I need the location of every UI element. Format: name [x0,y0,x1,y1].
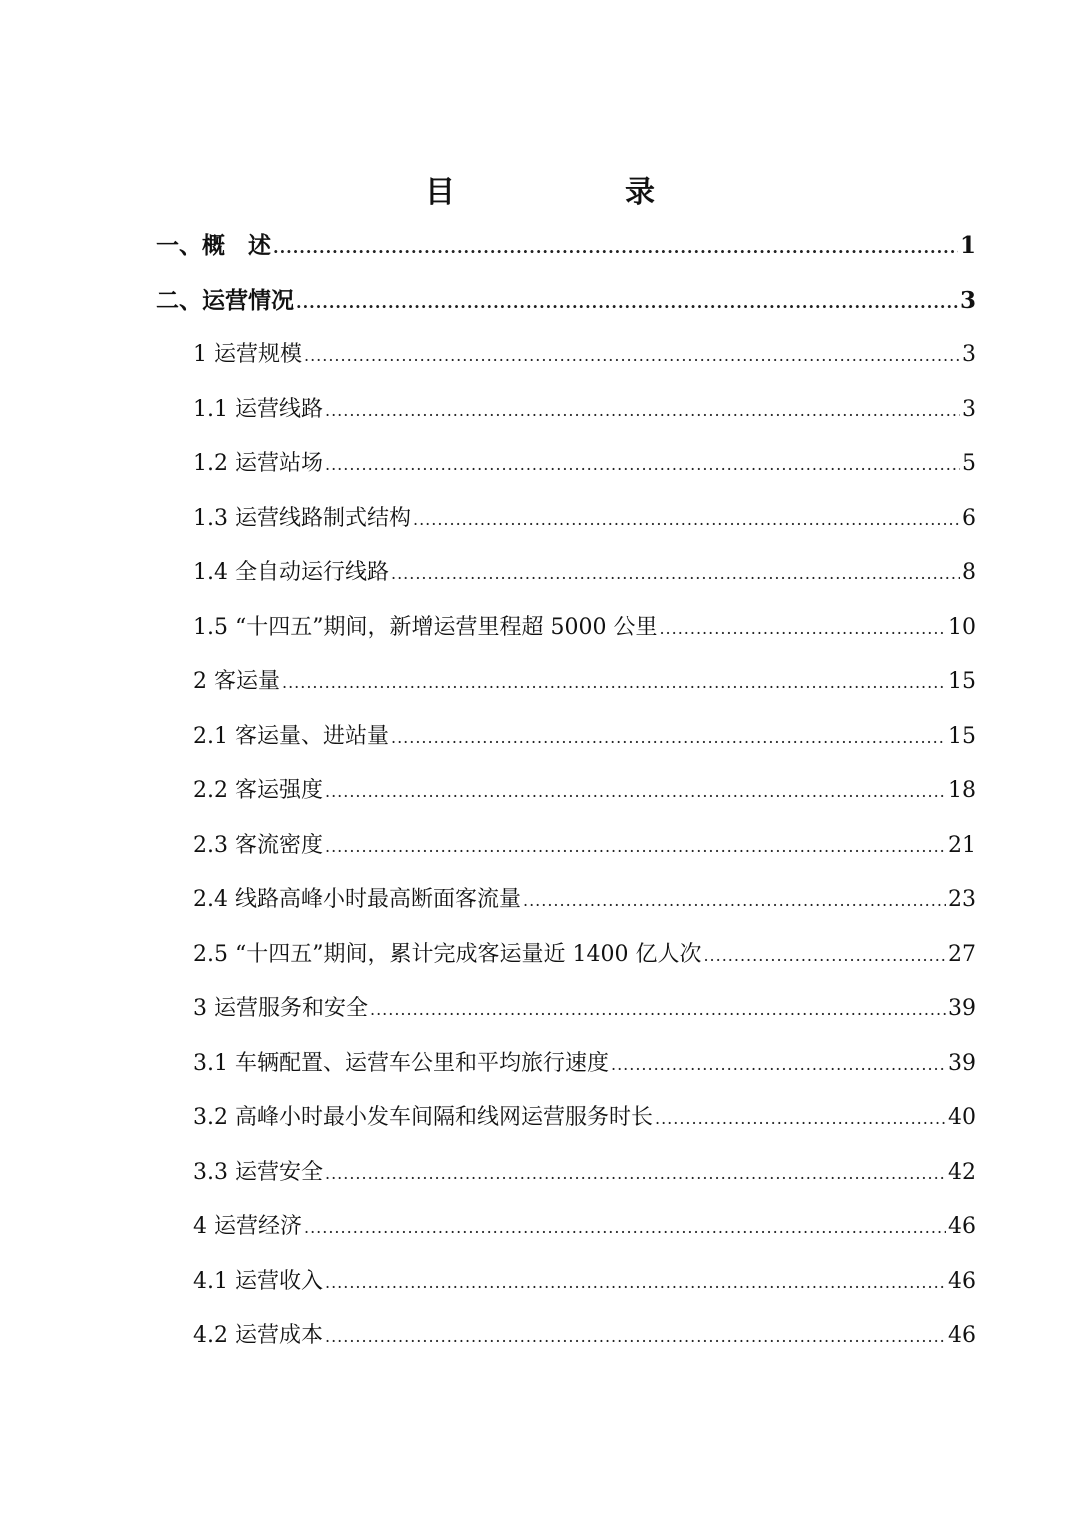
toc-leader-dots [655,1099,946,1138]
toc-entry[interactable] [193,1098,976,1138]
toc-entry-label: 3.3 运营安全 [193,1160,323,1185]
toc-leader-dots [391,718,946,757]
toc-entry-page: 39 [948,996,976,1021]
toc-entry-page: 8 [962,560,976,585]
toc-entry-label: 1 运营规模 [193,342,302,367]
toc-entry-label: 2 客运量 [193,669,280,694]
toc-entry-label: 一、概 述 [156,232,271,259]
toc-entry-label: 2.4 线路高峰小时最高断面客流量 [193,887,521,912]
toc-entry-page: 40 [948,1105,976,1130]
toc-entry[interactable] [193,662,976,702]
toc-entry-label: 1.4 全自动运行线路 [193,560,389,585]
toc-leader-dots [273,228,958,266]
toc-entry[interactable] [156,281,976,321]
toc-entry[interactable] [193,1153,976,1193]
toc-entry-page: 5 [962,451,976,476]
toc-entry-label: 1.5 “十四五”期间，新增运营里程超 5000 公里 [193,615,658,640]
toc-leader-dots [325,772,946,811]
toc-entry[interactable] [193,553,976,593]
toc-leader-dots [611,1045,946,1084]
toc-entry-label: 2.5 “十四五”期间，累计完成客运量近 1400 亿人次 [193,942,702,967]
toc-entry[interactable] [193,880,976,920]
toc-entry-page: 46 [948,1214,976,1239]
page-title: 目 录 [425,175,725,210]
toc-entry-page: 39 [948,1051,976,1076]
toc-entry-page: 42 [948,1160,976,1185]
toc-entry-page: 46 [948,1269,976,1294]
toc-entry-label: 3.2 高峰小时最小发车间隔和线网运营服务时长 [193,1105,653,1130]
toc-leader-dots [282,663,946,702]
toc-entry-label: 3.1 车辆配置、运营车公里和平均旅行速度 [193,1051,609,1076]
toc-entry-page: 1 [959,232,976,259]
toc-entry-page: 10 [948,615,976,640]
toc-leader-dots [325,445,960,484]
toc-entry-page: 15 [948,669,976,694]
toc-leader-dots [413,500,960,539]
toc-leader-dots [391,554,960,593]
toc-entry-page: 3 [962,342,976,367]
toc-entry[interactable] [193,335,976,375]
toc-entry-page: 18 [948,778,976,803]
toc-entry[interactable] [193,499,976,539]
toc-entry-label: 2.3 客流密度 [193,833,323,858]
toc-entry[interactable] [193,444,976,484]
toc-entry[interactable] [193,1262,976,1302]
toc-leader-dots [370,990,946,1029]
toc-leader-dots [659,609,946,648]
toc-entry-label: 二、运营情况 [156,287,294,314]
toc-entry[interactable] [193,826,976,866]
toc-leader-dots [304,336,960,375]
toc-entry-label: 1.3 运营线路制式结构 [193,506,411,531]
toc-entry[interactable] [193,1316,976,1356]
toc-entry-label: 1.1 运营线路 [193,397,323,422]
toc-entry[interactable] [156,226,976,266]
toc-entry[interactable] [193,989,976,1029]
toc-entry-page: 21 [948,833,976,858]
toc-entry-page: 27 [948,942,976,967]
toc-entry[interactable] [193,771,976,811]
toc-entry-label: 4.2 运营成本 [193,1323,323,1348]
toc-leader-dots [523,881,946,920]
toc-entry-page: 3 [959,287,976,314]
toc-entry[interactable] [193,717,976,757]
toc-leader-dots [325,1317,946,1356]
toc-leader-dots [703,936,946,975]
toc-entry-page: 46 [948,1323,976,1348]
toc-leader-dots [304,1208,946,1247]
toc-leader-dots [325,1263,946,1302]
toc-entry-label: 4 运营经济 [193,1214,302,1239]
toc-leader-dots [325,827,946,866]
toc-entry-label: 1.2 运营站场 [193,451,323,476]
toc-leader-dots [325,391,960,430]
toc-entry-label: 2.1 客运量、进站量 [193,724,389,749]
toc-leader-dots [296,283,958,321]
toc-entry-page: 6 [962,506,976,531]
toc-entry[interactable] [193,608,976,648]
toc-entry-page: 23 [948,887,976,912]
toc-entry[interactable] [193,1207,976,1247]
toc-entry[interactable] [193,1044,976,1084]
toc-entry[interactable] [193,935,976,975]
toc-entry-label: 2.2 客运强度 [193,778,323,803]
toc-entry-page: 15 [948,724,976,749]
toc-entry-label: 4.1 运营收入 [193,1269,323,1294]
toc-entry-page: 3 [962,397,976,422]
toc-leader-dots [325,1154,946,1193]
toc-entry[interactable] [193,390,976,430]
toc-entry-label: 3 运营服务和安全 [193,996,368,1021]
